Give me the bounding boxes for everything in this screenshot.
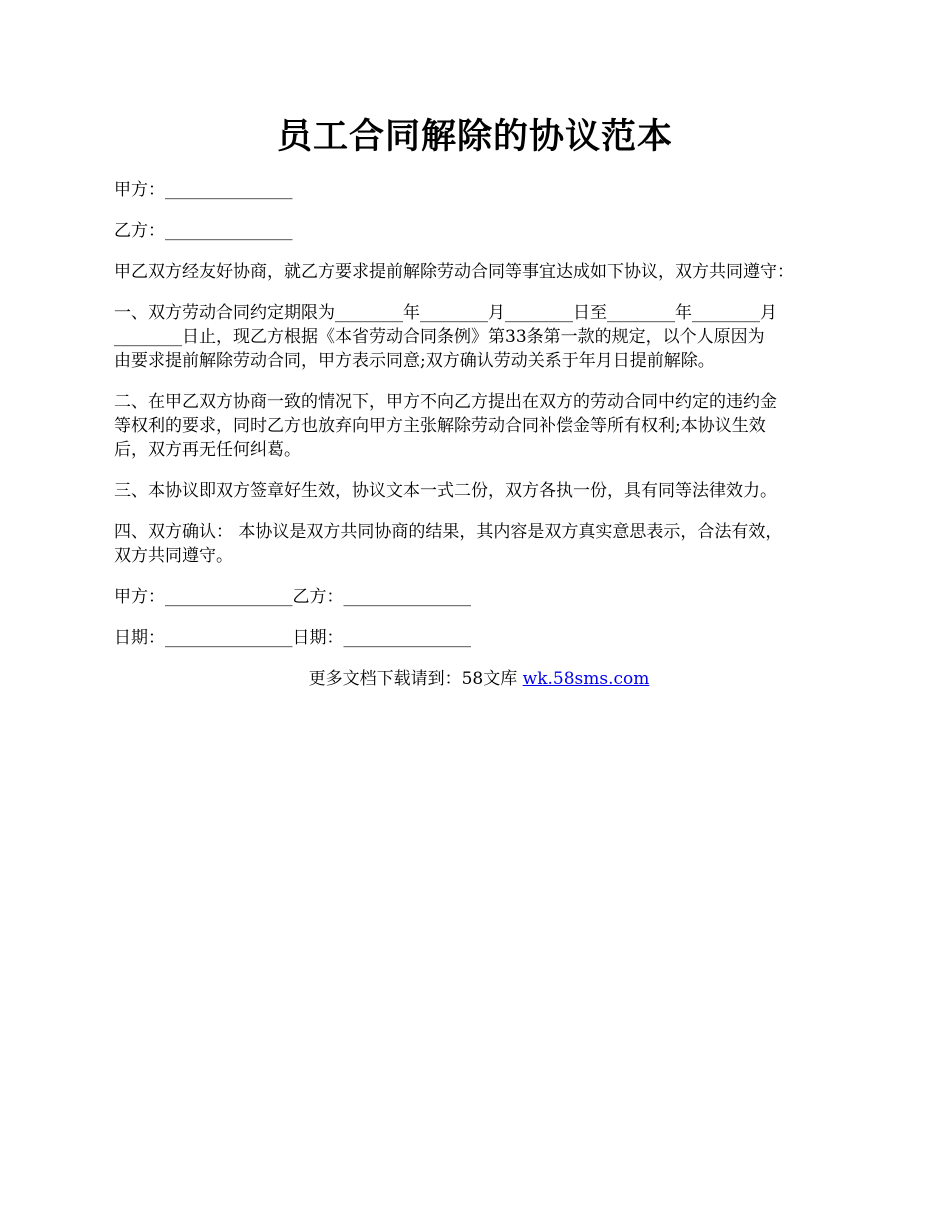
document-title: 员工合同解除的协议范本 <box>276 116 673 157</box>
clause-1-line-1: 一、双方劳动合同约定期限为________年________月________日至________年________月 <box>114 303 777 323</box>
clause-1 <box>114 301 844 373</box>
clause-1-line-2: ________日止，现乙方根据《本省劳动合同条例》第33条第一款的规定，以个人原因为 <box>114 327 765 347</box>
clause-4-line-2: 双方共同遵守。 <box>114 546 233 566</box>
signature-line: 甲方：_______________乙方：_______________ <box>114 587 471 607</box>
clause-2-line-3: 后，双方再无任何纠葛。 <box>114 440 301 460</box>
footer-prefix: 更多文档下载请到：58文库 <box>308 669 523 689</box>
document-body <box>114 178 844 691</box>
date-line: 日期：_______________日期：_______________ <box>114 628 471 648</box>
party-a-line: 甲方：_______________ <box>114 180 293 200</box>
clause-4-line-1: 四、双方确认： 本协议是双方共同协商的结果，其内容是双方真实意思表示，合法有效， <box>114 522 783 542</box>
footer-link[interactable]: wk.58sms.com <box>522 669 650 689</box>
clause-2 <box>114 390 844 462</box>
footer <box>114 667 844 691</box>
clause-2-line-2: 等权利的要求，同时乙方也放弃向甲方主张解除劳动合同补偿金等所有权利;本协议生效 <box>114 416 766 436</box>
clause-3: 三、本协议即双方签章好生效，协议文本一式二份，双方各执一份，具有同等法律效力。 <box>114 481 777 501</box>
intro-paragraph: 甲乙双方经友好协商，就乙方要求提前解除劳动合同等事宜达成如下协议，双方共同遵守： <box>114 262 794 282</box>
clause-2-line-1: 二、在甲乙双方协商一致的情况下，甲方不向乙方提出在双方的劳动合同中约定的违约金 <box>114 392 777 412</box>
party-b-line: 乙方：_______________ <box>114 221 293 241</box>
clause-4 <box>114 520 844 568</box>
clause-1-line-3: 由要求提前解除劳动合同，甲方表示同意;双方确认劳动关系于年月日提前解除。 <box>114 351 715 371</box>
